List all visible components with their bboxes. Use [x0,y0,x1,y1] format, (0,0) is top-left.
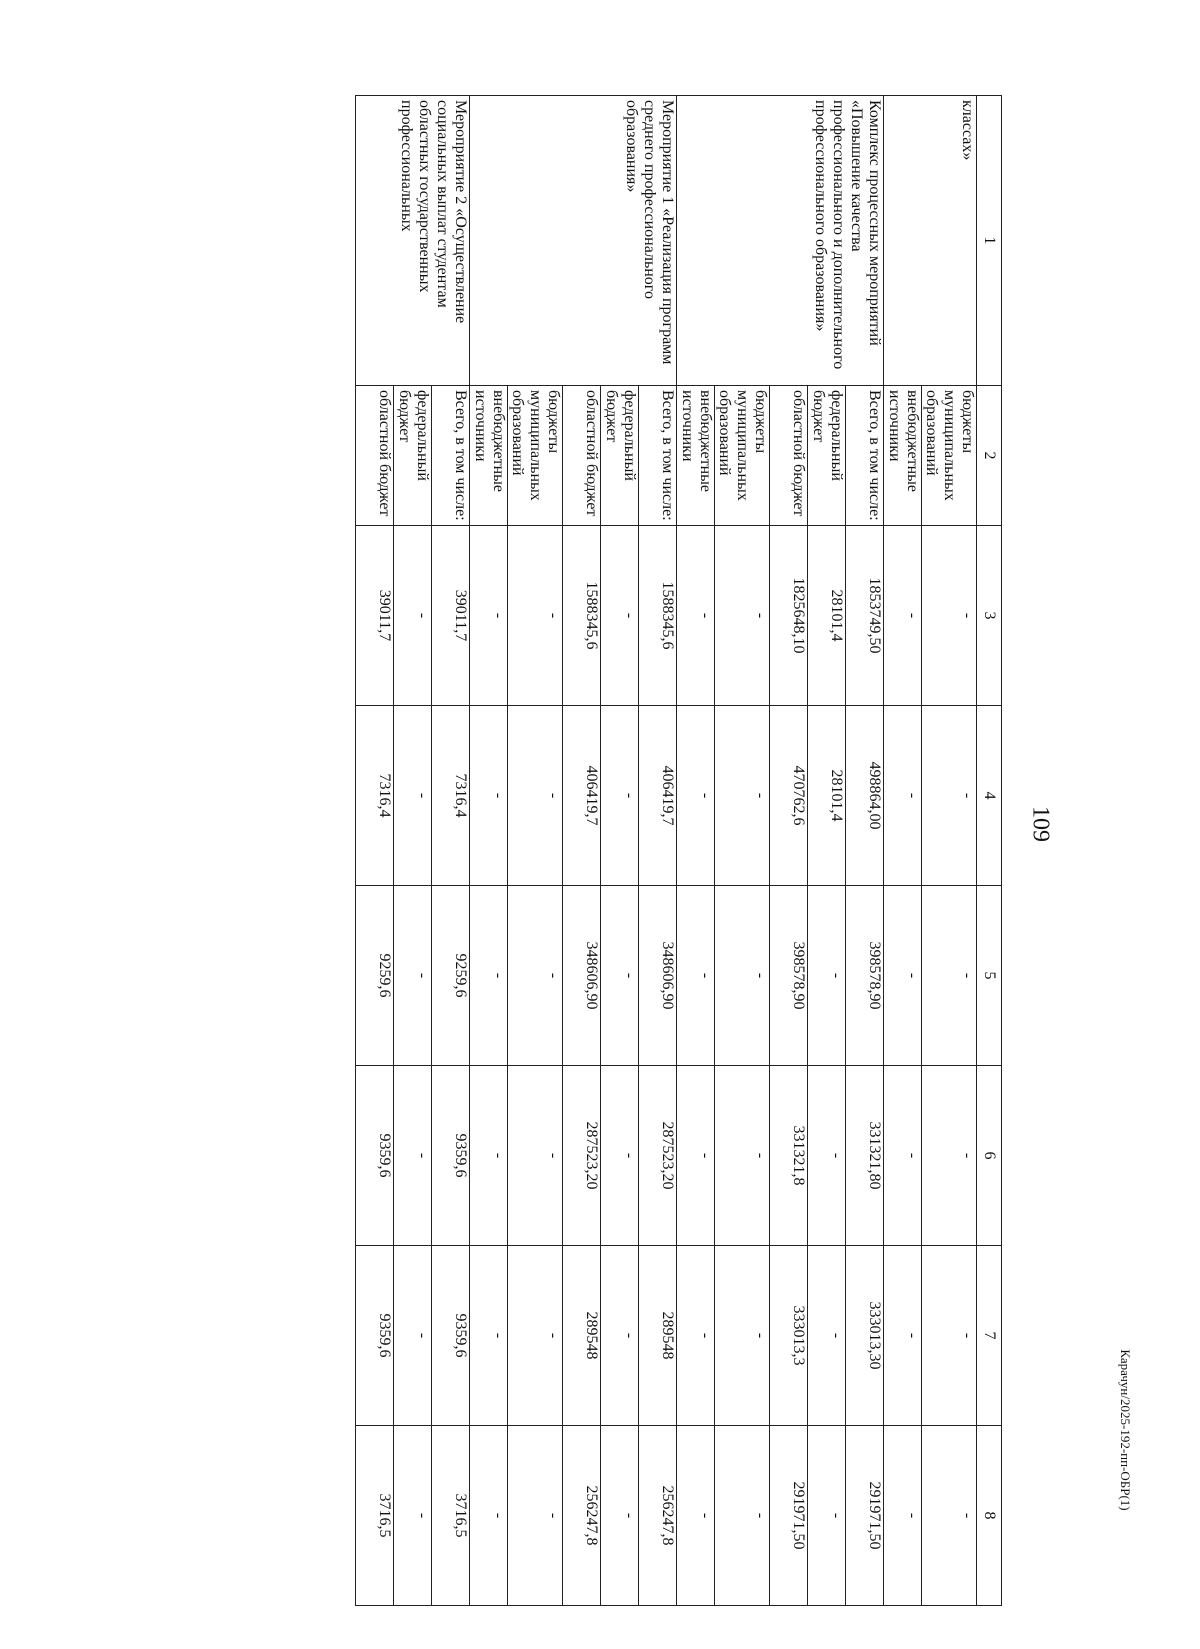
value-cell: 287523,20 [563,1066,601,1246]
value-cell: 1588345,6 [563,526,601,706]
value-cell: - [715,1066,770,1246]
funding-source: областной бюджет [770,386,808,526]
table-container [102,95,1002,1605]
column-number: 2 [977,386,1002,526]
value-cell: 28101,4 [808,706,846,886]
value-cell: 498864,00 [846,706,884,886]
value-cell: 3716,5 [432,1426,470,1606]
value-cell: 9359,6 [356,1066,394,1246]
value-cell: - [394,886,432,1066]
value-cell: - [601,1246,639,1426]
table-row [846,96,884,1606]
value-cell: - [808,886,846,1066]
value-cell: - [508,1246,563,1426]
value-cell: 348606,90 [563,886,601,1066]
value-cell: 256247,8 [563,1426,601,1606]
value-cell: - [715,1246,770,1426]
funding-source: областной бюджет [563,386,601,526]
value-cell: - [715,1426,770,1606]
funding-source: внебюджетные источники [677,386,715,526]
funding-source: бюджеты муниципальных образований [715,386,770,526]
value-cell: 9359,6 [432,1246,470,1426]
value-cell: 3716,5 [356,1426,394,1606]
budget-table [355,95,1002,1606]
funding-source: бюджеты муниципальных образований [508,386,563,526]
value-cell: - [884,1246,922,1426]
value-cell: 9259,6 [356,886,394,1066]
value-cell: - [884,1066,922,1246]
value-cell: 470762,6 [770,706,808,886]
value-cell: - [470,706,508,886]
value-cell: 398578,90 [846,886,884,1066]
value-cell: - [884,526,922,706]
value-cell: - [601,526,639,706]
value-cell: - [677,886,715,1066]
value-cell: - [601,1066,639,1246]
value-cell: - [677,1246,715,1426]
value-cell: 9359,6 [432,1066,470,1246]
table-row [639,96,677,1606]
value-cell: - [677,1066,715,1246]
column-number: 1 [977,96,1002,386]
value-cell: 1853749,50 [846,526,884,706]
value-cell: - [884,706,922,886]
value-cell: 39011,7 [432,526,470,706]
value-cell: - [470,526,508,706]
funding-source: Всего, в том числе: [432,386,470,526]
value-cell: 28101,4 [808,526,846,706]
value-cell: 291971,50 [846,1426,884,1606]
value-cell: - [884,886,922,1066]
funding-source: бюджеты муниципальных образований [922,386,977,526]
section-title: классах» [884,96,977,386]
value-cell: - [470,1246,508,1426]
value-cell: - [394,1246,432,1426]
column-number: 7 [977,1246,1002,1426]
value-cell: - [394,526,432,706]
section-title: Мероприятие 2 «Осуществление социальных выплат студентам областных государственных профессиональных [356,96,470,386]
value-cell: - [808,1066,846,1246]
value-cell: 256247,8 [639,1426,677,1606]
value-cell: - [394,706,432,886]
value-cell: - [715,886,770,1066]
value-cell: 7316,4 [432,706,470,886]
value-cell: - [922,526,977,706]
value-cell: - [508,886,563,1066]
value-cell: 289548 [563,1246,601,1426]
value-cell: 406419,7 [639,706,677,886]
value-cell: - [884,1426,922,1606]
value-cell: - [808,1246,846,1426]
value-cell: 398578,90 [770,886,808,1066]
column-number: 4 [977,706,1002,886]
value-cell: - [601,1426,639,1606]
value-cell: - [601,886,639,1066]
column-number: 6 [977,1066,1002,1246]
value-cell: - [715,706,770,886]
rotated-table-area [102,95,1002,1605]
table-row [432,96,470,1606]
section-title: Мероприятие 1 «Реализация программ среднего профессионального образования» [470,96,677,386]
value-cell: - [677,706,715,886]
value-cell: 1825648,10 [770,526,808,706]
column-number: 5 [977,886,1002,1066]
value-cell: - [808,1426,846,1606]
value-cell: - [922,886,977,1066]
value-cell: 331321,8 [770,1066,808,1246]
value-cell: - [601,706,639,886]
value-cell: 7316,4 [356,706,394,886]
funding-source: Всего, в том числе: [846,386,884,526]
value-cell: 333013,30 [846,1246,884,1426]
column-number: 8 [977,1426,1002,1606]
value-cell: - [508,706,563,886]
value-cell: 289548 [639,1246,677,1426]
value-cell: 39011,7 [356,526,394,706]
value-cell: 9259,6 [432,886,470,1066]
footer-document-code: Карачун/2025-192-пп-ОБР(1) [1118,1349,1133,1511]
value-cell: - [508,1426,563,1606]
value-cell: - [394,1066,432,1246]
value-cell: - [922,1246,977,1426]
value-cell: 287523,20 [639,1066,677,1246]
value-cell: 331321,80 [846,1066,884,1246]
value-cell: - [394,1426,432,1606]
value-cell: 348606,90 [639,886,677,1066]
value-cell: 9359,6 [356,1246,394,1426]
value-cell: - [922,1066,977,1246]
value-cell: - [677,1426,715,1606]
column-number-row [977,96,1002,1606]
value-cell: - [508,526,563,706]
funding-source: федеральный бюджет [601,386,639,526]
section-title: Комплекс процессных мероприятий «Повышение качества профессионального и дополнительного профессионального образования» [677,96,884,386]
funding-source: внебюджетные источники [884,386,922,526]
value-cell: - [677,526,715,706]
funding-source: областной бюджет [356,386,394,526]
funding-source: внебюджетные источники [470,386,508,526]
value-cell: - [922,1426,977,1606]
value-cell: 1588345,6 [639,526,677,706]
value-cell: - [470,1066,508,1246]
funding-source: федеральный бюджет [394,386,432,526]
value-cell: - [508,1066,563,1246]
value-cell: 333013,3 [770,1246,808,1426]
table-row [922,96,977,1606]
value-cell: - [715,526,770,706]
value-cell: - [922,706,977,886]
funding-source: федеральный бюджет [808,386,846,526]
column-number: 3 [977,526,1002,706]
value-cell: 406419,7 [563,706,601,886]
value-cell: - [470,886,508,1066]
value-cell: 291971,50 [770,1426,808,1606]
funding-source: Всего, в том числе: [639,386,677,526]
value-cell: - [470,1426,508,1606]
page-number: 109 [1027,806,1054,842]
